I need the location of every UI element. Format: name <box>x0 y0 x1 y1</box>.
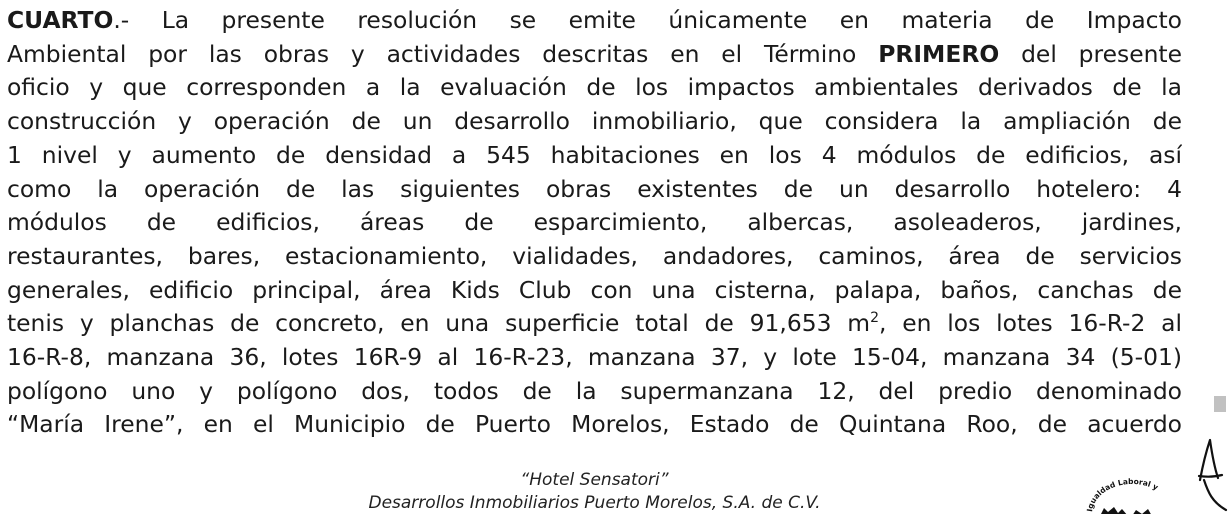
handwritten-signature <box>1196 436 1229 514</box>
seal-graphic <box>1078 476 1188 514</box>
signature-graphic <box>1196 436 1229 514</box>
paragraph-line-4: construcción y operación de un desarrollo inmobiliario, que considera la ampliación de <box>7 107 1182 136</box>
seal-emblem <box>1100 507 1128 514</box>
scrollbar-thumb[interactable] <box>1214 396 1226 412</box>
paragraph-line-10: tenis y planchas de concreto, en una superficie total de 91,653 $m^2$, en los lotes 16-R-2 al <box>7 309 1182 338</box>
paragraph-line-5: 1 nivel y aumento de densidad a 545 habitaciones en los 4 módulos de edificios, así <box>7 140 1182 169</box>
resolution-paragraph <box>7 4 1182 442</box>
paragraph-line-3: oficio y que corresponden a la evaluación de los impactos ambientales derivados de la <box>7 73 1182 102</box>
paragraph-line-8: restaurantes, bares, estacionamiento, vialidades, andadores, caminos, área de servicios <box>7 241 1182 270</box>
paragraph-line-2: Ambiental por las obras y actividades descritas en el Término PRIMERO del presente <box>7 39 1182 68</box>
term-reference-primero: PRIMERO <box>878 39 1000 68</box>
footer-company-name: Desarrollos Inmobiliarios Puerto Morelos, S.A. de C.V. <box>368 493 821 513</box>
paragraph-line-1: CUARTO.- La presente resolución se emite únicamente en materia de Impacto <box>7 6 1182 34</box>
footer-hotel-name: “Hotel Sensatori” <box>520 470 669 490</box>
paragraph-line-9: generales, edificio principal, área Kids Club con una cisterna, palapa, baños, canchas de <box>7 275 1182 304</box>
paragraph-line-7: módulos de edificios, áreas de esparcimiento, albercas, asoleaderos, jardines, <box>7 208 1182 237</box>
paragraph-line-6: como la operación de las siguientes obras existentes de un desarrollo hotelero: 4 <box>7 174 1182 203</box>
area-exponent: 2 <box>870 310 880 327</box>
equality-seal-stamp <box>1078 476 1188 514</box>
paragraph-line-13: “María Irene”, en el Municipio de Puerto Morelos, Estado de Quintana Roo, de acuerdo <box>7 410 1182 439</box>
paragraph-line-12: polígono uno y polígono dos, todos de la supermanzana 12, del predio denominado <box>7 376 1182 405</box>
paragraph-line-11: 16-R-8, manzana 36, lotes 16R-9 al 16-R-23, manzana 37, y lote 15-04, manzana 34 (5-01) <box>7 343 1182 372</box>
seal-arc-text: Igualdad Laboral y <box>1085 476 1160 513</box>
seal-emblem-right <box>1132 509 1152 514</box>
section-heading-cuarto: CUARTO <box>7 6 114 34</box>
